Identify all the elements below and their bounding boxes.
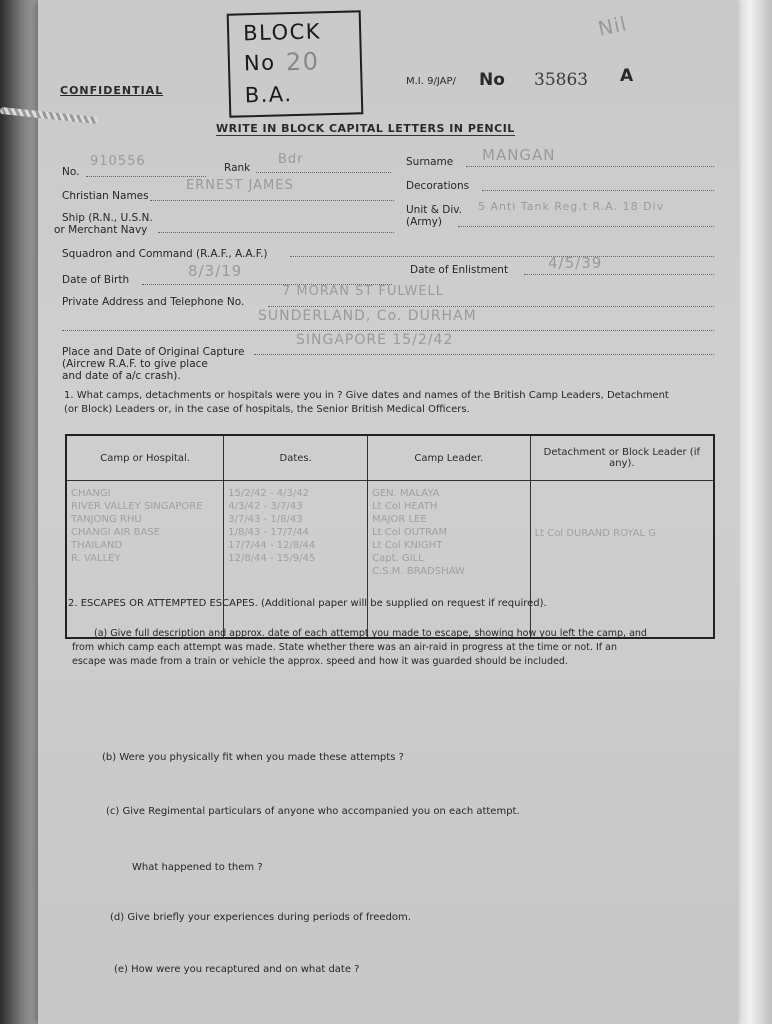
unit-label-line1: Unit & Div. <box>406 204 462 216</box>
unit-line <box>458 226 714 227</box>
decorations-label: Decorations <box>406 180 470 192</box>
capture-label-line1: Place and Date of Original Capture <box>62 346 245 358</box>
camp-entry: TANJONG RHU <box>71 514 142 525</box>
leader-entry: MAJOR LEE <box>372 514 427 525</box>
christian-names-label: Christian Names <box>62 190 149 202</box>
dates-entry: 3/7/43 - 1/8/43 <box>228 514 303 525</box>
leader-entry: Lt Col KNIGHT <box>372 540 443 551</box>
leader-entry: Capt. GILL <box>372 553 424 564</box>
section2-c-sub: What happened to them ? <box>132 862 263 873</box>
dates-entry: 1/8/43 - 17/7/44 <box>228 527 309 538</box>
dates-entry: 15/2/42 - 4/3/42 <box>228 488 309 499</box>
header-camp-leader: Camp Leader. <box>368 435 531 481</box>
unit-label-line2: (Army) <box>406 216 442 228</box>
no-line <box>86 176 206 177</box>
leader-entry: Lt Col HEATH <box>372 501 438 512</box>
section2-a-line2: from which camp each attempt was made. State whether there was an air-raid in progress at the time or not. If an <box>72 642 618 653</box>
folder-right-edge <box>736 0 772 1024</box>
dates-entry: 12/8/44 - 15/9/45 <box>228 553 316 564</box>
camp-entry: CHANGI <box>71 488 111 499</box>
section2-title: 2. ESCAPES OR ATTEMPTED ESCAPES. (Additional paper will be supplied on request if required). <box>68 598 547 609</box>
form-reference: M.I. 9/JAP/ <box>406 76 456 87</box>
capture-line <box>254 354 714 355</box>
ship-line <box>158 232 394 233</box>
section1-question-line1: 1. What camps, detachments or hospitals were you in ? Give dates and names of the British Camp Leaders, Detachment <box>64 390 669 401</box>
block-stamp <box>227 10 364 117</box>
dates-entry: 17/7/44 - 12/8/44 <box>228 540 316 551</box>
squadron-line <box>290 256 714 257</box>
leader-entry: Lt Col OUTRAM <box>372 527 448 538</box>
no-label: No. <box>62 166 80 178</box>
christian-names-line <box>150 200 394 201</box>
camp-entry: RIVER VALLEY SINGAPORE <box>71 501 203 512</box>
unit-value: 5 Anti Tank Reg.t R.A. 18 Div <box>478 200 665 213</box>
leader-column <box>368 481 531 639</box>
address-value-1: 7 MORAN ST FULWELL <box>282 284 445 299</box>
address-value-2: SUNDERLAND, Co. DURHAM <box>258 308 477 324</box>
capture-value: SINGAPORE 15/2/42 <box>296 332 454 348</box>
squadron-label: Squadron and Command (R.A.F., A.A.F.) <box>62 248 268 260</box>
address-line-2 <box>62 330 714 331</box>
address-label: Private Address and Telephone No. <box>62 296 245 308</box>
detachment-column <box>530 481 714 639</box>
rank-label: Rank <box>224 162 251 174</box>
stamp-no-text: No <box>243 50 276 76</box>
dob-value: 8/3/19 <box>188 262 243 280</box>
no-value: 910556 <box>90 154 146 169</box>
form-number-label: No <box>479 70 505 90</box>
stamp-ba-text: B.A. <box>244 82 293 108</box>
dates-column <box>224 481 368 639</box>
stamp-number: 20 <box>285 47 320 77</box>
section2-e: (e) How were you recaptured and on what date ? <box>114 964 360 975</box>
camp-column <box>66 481 224 639</box>
rank-line <box>256 172 391 173</box>
corner-handwritten-note: Nil <box>595 11 630 41</box>
surname-label: Surname <box>406 156 454 168</box>
enlistment-line <box>524 274 714 275</box>
header-camp-or-hospital: Camp or Hospital. <box>66 435 224 481</box>
form-page <box>38 0 738 1024</box>
section2-b: (b) Were you physically fit when you made these attempts ? <box>102 752 404 763</box>
camp-entry: CHANGI AIR BASE <box>71 527 160 538</box>
address-line-1 <box>268 306 714 307</box>
instruction-heading: WRITE IN BLOCK CAPITAL LETTERS IN PENCIL <box>216 122 515 135</box>
header-dates: Dates. <box>224 435 368 481</box>
detachment-entry: Lt Col DURAND ROYAL G <box>534 528 657 539</box>
confidential-label: CONFIDENTIAL <box>60 84 164 97</box>
header-detachment-leader: Detachment or Block Leader (if any). <box>530 435 714 481</box>
surname-line <box>466 166 714 167</box>
ship-label-line1: Ship (R.N., U.S.N. <box>62 212 153 224</box>
enlistment-value: 4/5/39 <box>548 254 603 272</box>
capture-label-line3: and date of a/c crash). <box>62 370 181 382</box>
leader-entry: C.S.M. BRADSHAW <box>372 566 465 577</box>
camp-entry: R. VALLEY <box>71 553 121 564</box>
section1-question-line2: (or Block) Leaders or, in the case of hospitals, the Senior British Medical Officers. <box>64 404 470 415</box>
section2-c: (c) Give Regimental particulars of anyone who accompanied you on each attempt. <box>106 806 520 817</box>
decorations-line <box>482 190 714 191</box>
section2-a-line1: (a) Give full description and approx. date of each attempt you made to escape, showing how you left the camp, and <box>94 628 647 639</box>
capture-label-line2: (Aircrew R.A.F. to give place <box>62 358 208 370</box>
form-letter: A <box>620 66 634 86</box>
dob-label: Date of Birth <box>62 274 130 286</box>
ship-label-line2: or Merchant Navy <box>54 224 148 236</box>
section2-d: (d) Give briefly your experiences during periods of freedom. <box>110 912 411 923</box>
camp-entry: THAILAND <box>71 540 123 551</box>
rank-value: Bdr <box>278 152 304 167</box>
christian-names-value: ERNEST JAMES <box>186 178 294 193</box>
dates-entry: 4/3/42 - 3/7/43 <box>228 501 303 512</box>
stamp-block-text: BLOCK <box>242 19 322 46</box>
leader-entry: GEN. MALAYA <box>372 488 440 499</box>
section2-a-line3: escape was made from a train or vehicle the approx. speed and how it was guarded should be included. <box>72 656 568 667</box>
surname-value: MANGAN <box>482 146 556 164</box>
enlistment-label: Date of Enlistment <box>410 264 509 276</box>
form-number: 35863 <box>534 70 589 90</box>
